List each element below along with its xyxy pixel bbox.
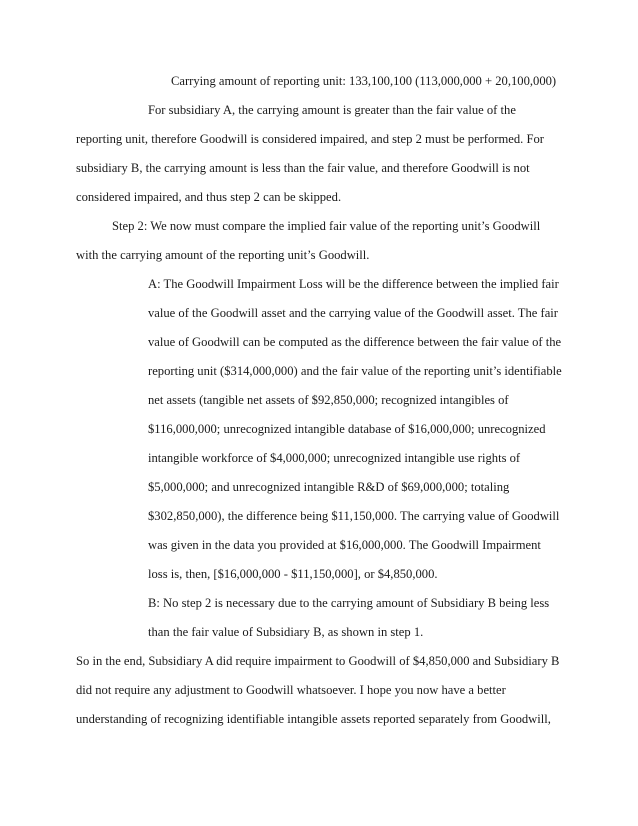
paragraph-step2-line-2: with the carrying amount of the reporting unit’s Goodwill. <box>76 248 370 262</box>
item-a-line-9: $302,850,000), the difference being $11,150,000. The carrying value of Goodwill <box>148 509 560 523</box>
item-a-line-3: value of Goodwill can be computed as the difference between the fair value of the <box>148 335 562 349</box>
item-a-line-8: $5,000,000; and unrecognized intangible R&D of $69,000,000; totaling <box>148 480 510 494</box>
item-a-line-11: loss is, then, [$16,000,000 - $11,150,000], or $4,850,000. <box>148 567 438 581</box>
item-a-line-10: was given in the data you provided at $16,000,000. The Goodwill Impairment <box>148 538 541 552</box>
paragraph-step1-line-4: considered impaired, and thus step 2 can be skipped. <box>76 190 342 204</box>
item-a-line-2: value of the Goodwill asset and the carrying value of the Goodwill asset. The fair <box>148 306 558 320</box>
item-a-line-5: net assets (tangible net assets of $92,850,000; recognized intangibles of <box>148 393 509 407</box>
carrying-amount-line: Carrying amount of reporting unit: 133,100,100 (113,000,000 + 20,100,000) <box>171 74 557 88</box>
item-b-line-2: than the fair value of Subsidiary B, as shown in step 1. <box>148 625 424 639</box>
paragraph-step1-line-1: For subsidiary A, the carrying amount is greater than the fair value of the <box>148 103 516 117</box>
conclusion-line-3: understanding of recognizing identifiable intangible assets reported separately from Goodwill, <box>76 712 551 726</box>
item-b-line-1: B: No step 2 is necessary due to the carrying amount of Subsidiary B being less <box>148 596 550 610</box>
item-a-line-1: A: The Goodwill Impairment Loss will be the difference between the implied fair <box>148 277 559 291</box>
item-a-line-4: reporting unit ($314,000,000) and the fair value of the reporting unit’s identifiable <box>148 364 562 378</box>
paragraph-step2-line-1: Step 2: We now must compare the implied fair value of the reporting unit’s Goodwill <box>112 219 541 233</box>
item-a-line-6: $116,000,000; unrecognized intangible database of $16,000,000; unrecognized <box>148 422 546 436</box>
conclusion-line-2: did not require any adjustment to Goodwill whatsoever. I hope you now have a better <box>76 683 506 697</box>
paragraph-step1-line-3: subsidiary B, the carrying amount is less than the fair value, and therefore Goodwill is not <box>76 161 530 175</box>
item-a-line-7: intangible workforce of $4,000,000; unrecognized intangible use rights of <box>148 451 521 465</box>
paragraph-step1-line-2: reporting unit, therefore Goodwill is considered impaired, and step 2 must be performed. For <box>76 132 544 146</box>
conclusion-line-1: So in the end, Subsidiary A did require impairment to Goodwill of $4,850,000 and Subsidiary B <box>76 654 560 668</box>
